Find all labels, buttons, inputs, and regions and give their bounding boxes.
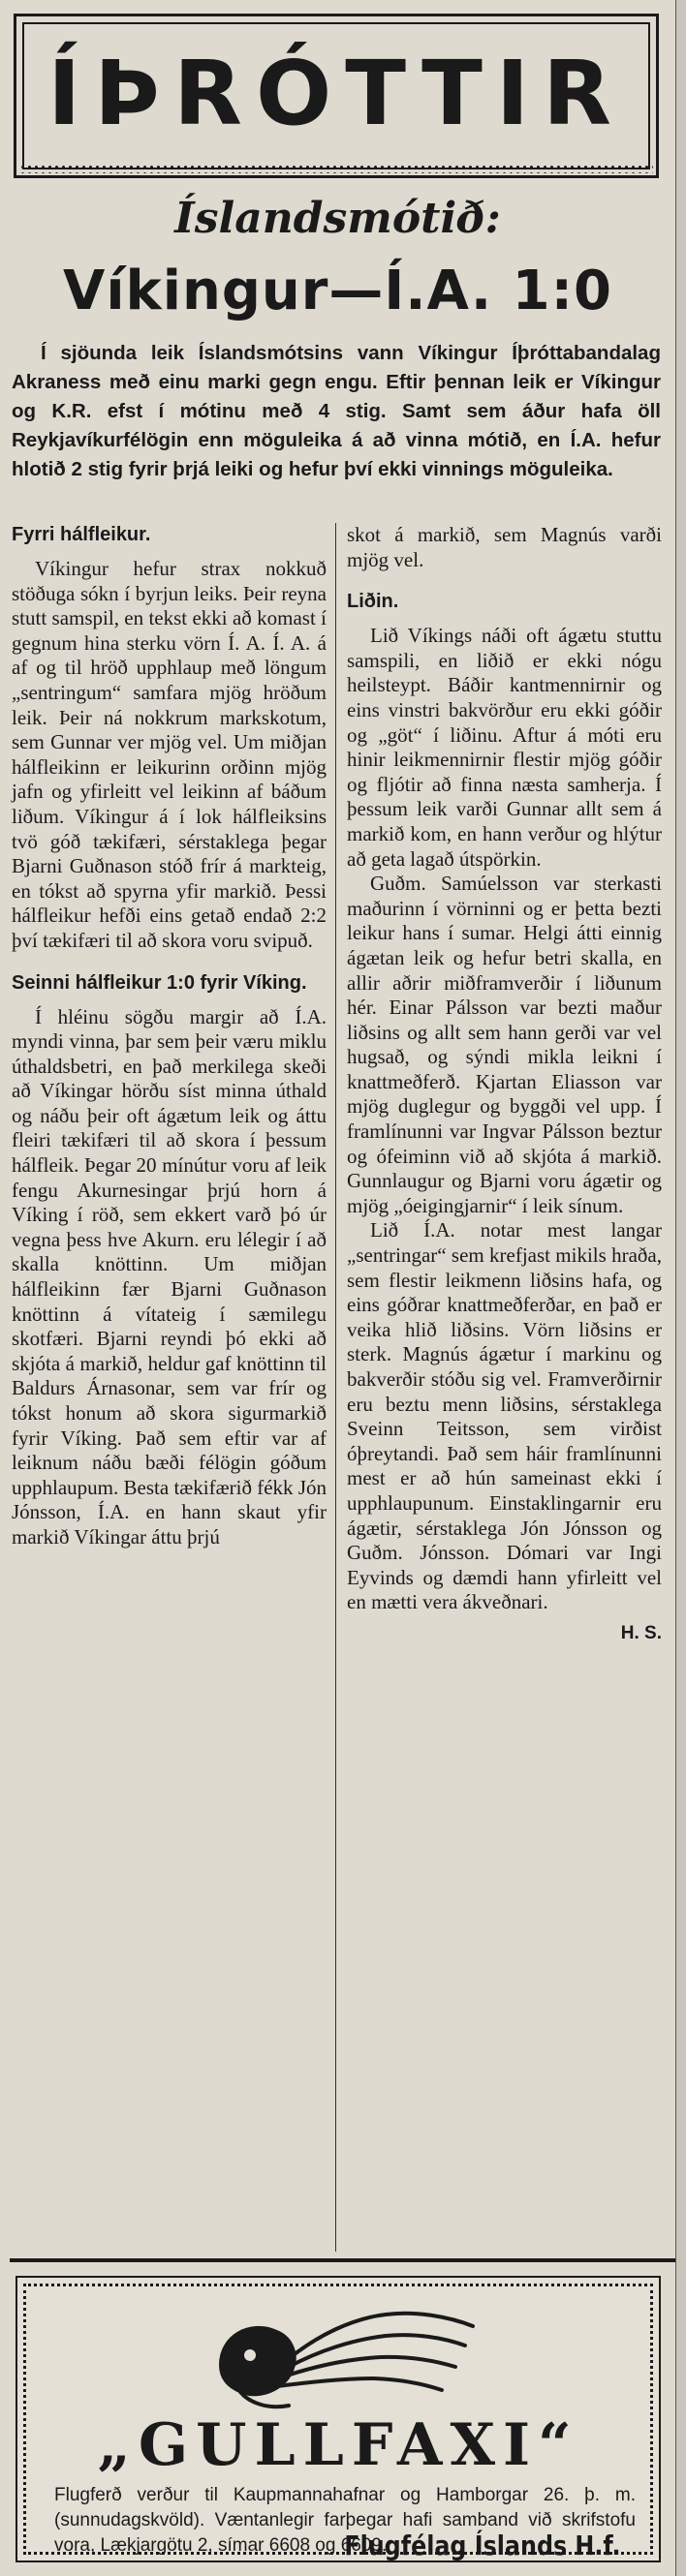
article-lead: Í sjöunda leik Íslandsmótsins vann Víkingur Íþróttabandalag Akraness með einu marki gegn engu. Eftir þennan leik er Víkingur og K.R. efst í mótinu með 4 stig. Samt sem áður hafa öll Reykjavíkurfélögin enn möguleika á að vinna mótið, en Í.A. hefur hlotið 2 stig fyrir þrjá leiki og hefur því ekki vinnings möguleika.	[12, 342, 661, 480]
paragraph-first-half: Víkingur hefur strax nokkuð stöðuga sókn í byrjun leiks. Þeir reyna stutt samspil, en tekst ekki að komast í gegnum hina sterku vörn Í. A. Í. A. á af og til hröð upphlaup með löngum „sentringum“ samfara mjög hröðum leik. Þeir ná nokkrum markskotum, sem Gunnar ver mjög vel. Um miðjan hálfleikinn er leikurinn orðinn mjög jafn og yfirleitt vel leikinn af báðum liðum. Víkingur á í lok hálfleiksins tvö góð tækifæri, sérstaklega þegar Bjarni Guðnason stóð frír á markteig, en tókst að spyrna yfir markið. Þessi hálfleikur hefði eins getað endað 2:2 því tækifæri til að skora voru svipuð.	[12, 557, 327, 952]
advertisement-box	[16, 2276, 661, 2562]
article-kicker: Íslandsmótið:	[174, 194, 501, 243]
paragraph-second-half: Í hléinu sögðu margir að Í.A. myndi vinna, þar sem þeir væru miklu úthaldsbetri, en það merkilega skeði að Víkingar hörðu síst minna úthald og náðu þeir oft ágætum leik og áttu fleiri tækifæri til að skora í þessum hálfleik. Þegar 20 mínútur voru af leik fengu Akurnesingar þrjú horn á Víking í röð, sem ekkert varð þó úr vegna þess hve Akurn. eru lélegir í að skalla knöttinn. Um miðjan hálfleikinn fær Bjarni Guðnason knöttinn á vítateig í sæmilegu skotfæri. Bjarni reyndi þó ekki að skjóta á markið, heldur gaf knöttinn til Baldurs Árnasonar, sem var frír og tókst honum að skora sigurmarkið fyrir Víking. Það sem eftir var af leiknum náðu bæði félögin góðum upphlaupum. Besta tækifærið fékk Jón Jónsson, Í.A. en hann skaut yfir markið Víkingar áttu þrjú	[12, 1004, 327, 1549]
article-headline: Víkingur—Í.A. 1:0	[63, 260, 612, 322]
section-title: ÍÞRÓTTIR	[47, 42, 625, 145]
paragraph-continued: skot á markið, sem Magnús varði mjög vel.	[347, 523, 662, 571]
advertisement-brand: „GULLFAXI“	[97, 2411, 579, 2479]
dotted-border	[19, 164, 653, 173]
section-header-box	[14, 14, 659, 178]
subheading-second-half: Seinni hálfleikur 1:0 fyrir Víking.	[12, 971, 307, 994]
winged-horse-icon	[182, 2297, 492, 2418]
advertisement-text: Flugferð verður til Kaupmannahafnar og Hamborgar 26. þ. m. (sunnudagskvöld). Væntanlegir farþegar hafi samband við skrifstofu vora, Lækjargötu 2, símar 6608 og 6609.	[54, 2485, 636, 2556]
author-signature: H. S.	[620, 1622, 662, 1643]
paragraph-vikingur-team: Lið Víkings náði oft ágætu stuttu samspili, en liðið er ekki nógu heilsteypt. Báðir kantmennirnir og eins vinstri bakvörður eru ekki góðir og „göt“ í liðinu. Aftur á móti eru hinir leikmennirnir flestir mjög góðir og fljótir að finna næsta samherja. Í þessum leik varði Gunnar allt sem á markið kom, en hann verður og hlýtur að geta lagað útspörkin.	[347, 624, 662, 871]
subheading-teams: Liðin.	[347, 591, 399, 613]
paragraph-vikingur-players: Guðm. Samúelsson var sterkasti maðurinn í vörninni og er þetta bezti leikur hans í sumar. Helgi átti einnig ágætan leik og hefur betri skalla, en allir aðrir miðframverðir í liðunum hér. Einar Pálsson var bezti maður liðsins og allt sem hann gerði var vel hugsað, og sýndi mikla leikni í knattmeðferð. Kjartan Eliasson var mjög duglegur og byggði vel upp. Í framlínunni var Ingvar Pálsson beztur og ófeiminn við að skjóta á markið. Gunnlaugur og Bjarni voru ágætir og mjög „óeigingjarnir“ í leik sínum.	[347, 872, 662, 1217]
article-column-right	[347, 523, 662, 1646]
article-column-left	[12, 523, 327, 1550]
advertisement-signature: Flugfélag Íslands H.f.	[343, 2530, 620, 2561]
adjacent-column-edge	[675, 0, 686, 2576]
paragraph-ia-team: Lið Í.A. notar mest langar „sentringar“ sem krefjast mikils hraða, sem flestir leikmenn liðsins hafa, og eins góðrar knattmeðferðar, en það er veika hlið liðsins. Vörn liðsins er sterk. Magnús ágætur í markinu og bakverðir stóðu sig vel. Framverðirnir eru beztu menn liðsins, sérstaklega Sveinn Teitsson, sem virðist óþreytandi. Það sem háir framlínunni mest er að hún sameinast ekki í upphlaupunum. Einstaklingarnir eru ágætir, sérstaklega Jón Jónsson og Guðm. Jónsson. Dómari var Ingi Eyvinds og dæmdi hann yfirleitt vel en mætti vera ákveðnari.	[347, 1218, 662, 1614]
section-divider-rule	[10, 2258, 675, 2262]
subheading-first-half: Fyrri hálfleikur.	[12, 524, 151, 545]
column-divider	[335, 523, 336, 2252]
